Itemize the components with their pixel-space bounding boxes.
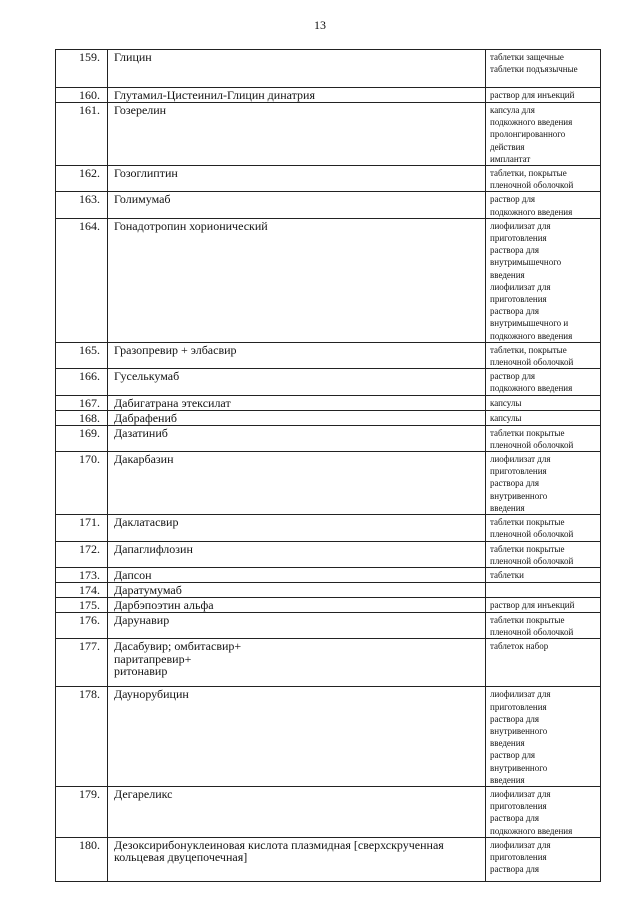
drug-name: Дазатиниб [108,425,486,451]
table-row [56,639,601,687]
row-number: 177. [56,639,108,687]
drug-name: Дезоксирибонуклеиновая кислота плазмидная [сверхскрученная кольцевая двуцепочечная] [108,837,486,881]
table-row [56,192,601,218]
table-row [56,218,601,342]
drug-list-table [55,49,601,882]
row-number: 161. [56,103,108,166]
table-row [56,567,601,582]
table-row [56,50,601,88]
dosage-form: лиофилизат для приготовления раствора для [486,837,601,881]
drug-name: Дарбэпоэтин альфа [108,597,486,612]
table-row [56,687,601,787]
drug-name: Даунорубицин [108,687,486,787]
dosage-form: раствор для подкожного введения [486,192,601,218]
drug-name: Дабрафениб [108,410,486,425]
dosage-form: таблетки покрытые пленочной оболочкой [486,515,601,541]
table-row [56,541,601,567]
drug-name: Глицин [108,50,486,88]
drug-name: Дапсон [108,567,486,582]
row-number: 174. [56,582,108,597]
row-number: 172. [56,541,108,567]
table-row [56,597,601,612]
table-row [56,395,601,410]
drug-name: Голимумаб [108,192,486,218]
dosage-form: лиофилизат для приготовления раствора для внутривенного введения [486,452,601,515]
row-number: 163. [56,192,108,218]
dosage-form: капсулы [486,395,601,410]
table-row [56,452,601,515]
row-number: 165. [56,342,108,368]
table-row [56,612,601,638]
row-number: 173. [56,567,108,582]
drug-name: Дарунавир [108,612,486,638]
row-number: 175. [56,597,108,612]
drug-name: Даклатасвир [108,515,486,541]
page-number: 13 [314,18,326,32]
table-row [56,837,601,881]
row-number: 167. [56,395,108,410]
dosage-form: таблетки покрытые пленочной оболочкой [486,541,601,567]
dosage-form: таблетки, покрытые пленочной оболочкой [486,342,601,368]
dosage-form: капсулы [486,410,601,425]
drug-list-body [56,50,601,882]
drug-name: Гуселькумаб [108,369,486,395]
table-row [56,369,601,395]
row-number: 160. [56,88,108,103]
dosage-form: таблетки, покрытые пленочной оболочкой [486,166,601,192]
drug-name: Дасабувир; омбитасвир+ паритапревир+ ритонавир [108,639,486,687]
drug-name: Гонадотропин хорионический [108,218,486,342]
dosage-form: таблетки покрытые пленочной оболочкой [486,612,601,638]
drug-name: Гозерелин [108,103,486,166]
row-number: 170. [56,452,108,515]
table-row [56,103,601,166]
table-row [56,425,601,451]
table-row [56,515,601,541]
row-number: 164. [56,218,108,342]
row-number: 168. [56,410,108,425]
drug-name: Гозоглиптин [108,166,486,192]
dosage-form: таблетки защечные таблетки подъязычные [486,50,601,88]
table-row [56,410,601,425]
dosage-form: капсула для подкожного введения пролонгированного действия имплантат [486,103,601,166]
drug-name: Дабигатрана этексилат [108,395,486,410]
table-row [56,786,601,837]
drug-name: Дапаглифлозин [108,541,486,567]
dosage-form: таблетки [486,567,601,582]
dosage-form: раствор для подкожного введения [486,369,601,395]
dosage-form: таблетки покрытые пленочной оболочкой [486,425,601,451]
dosage-form: раствор для инъекций [486,597,601,612]
row-number: 166. [56,369,108,395]
row-number: 162. [56,166,108,192]
drug-name: Гразопревир + элбасвир [108,342,486,368]
dosage-form: лиофилизат для приготовления раствора для внутримышечного введения лиофилизат для приготовления раствора для внутримышечного и подкожного введения [486,218,601,342]
row-number: 176. [56,612,108,638]
table-row [56,342,601,368]
row-number: 180. [56,837,108,881]
row-number: 171. [56,515,108,541]
row-number: 178. [56,687,108,787]
drug-name: Дакарбазин [108,452,486,515]
dosage-form: лиофилизат для приготовления раствора для внутривенного введения раствор для внутривенного введения [486,687,601,787]
table-row [56,582,601,597]
row-number: 179. [56,786,108,837]
row-number: 159. [56,50,108,88]
drug-name: Дегареликс [108,786,486,837]
drug-name: Даратумумаб [108,582,486,597]
dosage-form: таблеток набор [486,639,601,687]
dosage-form: лиофилизат для приготовления раствора для подкожного введения [486,786,601,837]
dosage-form: раствор для инъекций [486,88,601,103]
table-row [56,166,601,192]
dosage-form [486,582,601,597]
table-row [56,88,601,103]
row-number: 169. [56,425,108,451]
drug-name: Глутамил-Цистеинил-Глицин динатрия [108,88,486,103]
